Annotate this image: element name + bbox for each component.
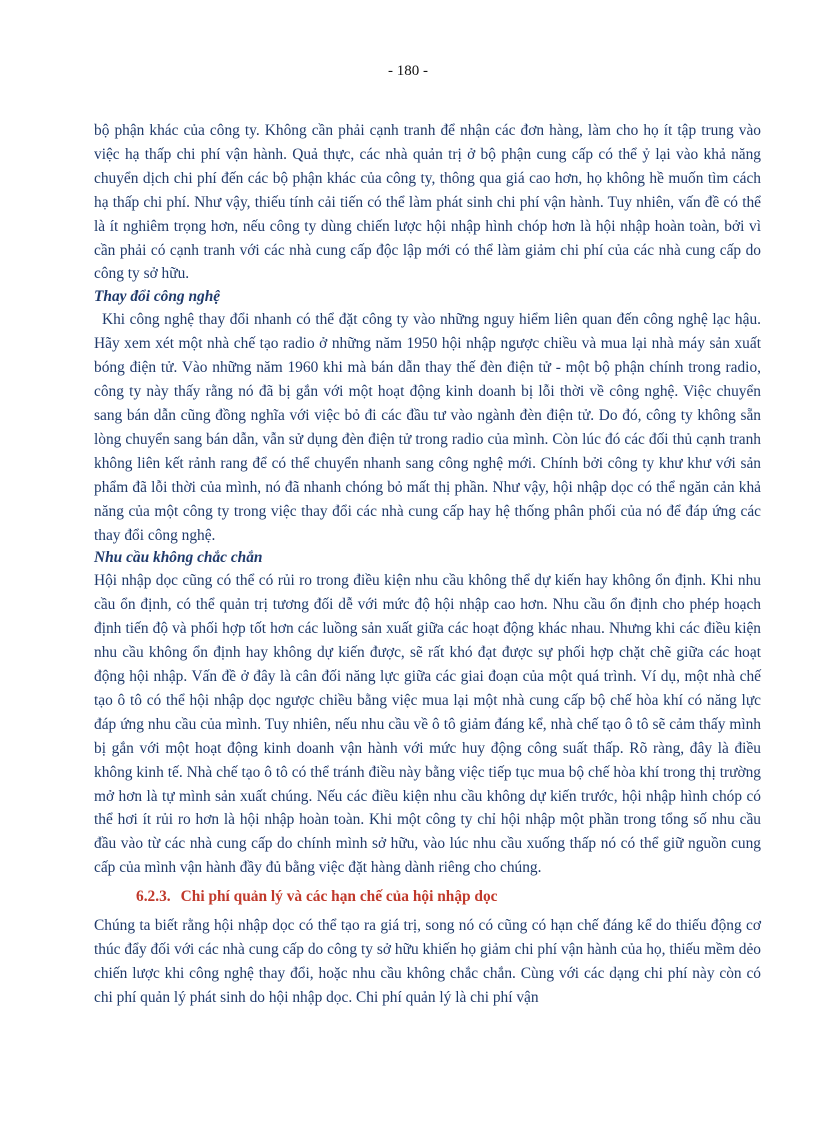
page-content [94,119,761,1010]
paragraph-intro: bộ phận khác của công ty. Không cần phải cạnh tranh để nhận các đơn hàng, làm cho họ ít tập trung vào việc hạ thấp chi phí vận hành. Quả thực, các nhà quản trị ở bộ phận cung cấp có thể ỷ lại vào khả năng chuyển dịch chi phí đến các bộ phận khác của công ty, thông qua giá cao hơn, họ không hề muốn tìm cách hạ thấp chi phí. Như vậy, thiếu tính cải tiến có thể làm phát sinh chi phí vận hành. Tuy nhiên, vấn đề có thể là ít nghiêm trọng hơn, nếu công ty dùng chiến lược hội nhập hình chóp hơn là hội nhập hoàn toàn, bởi vì cần phải có cạnh tranh với các nhà cung cấp độc lập mới có thể làm giảm chi phí của các nhà cung cấp do công ty sở hữu. [94,122,761,283]
section-heading-technology-change: Thay đổi công nghệ [94,288,221,306]
subsection-heading [94,886,761,908]
page-number: - 180 - [388,63,428,79]
paragraph-technology-change: Khi công nghệ thay đổi nhanh có thể đặt công ty vào những nguy hiểm liên quan đến công nghệ lạc hậu. Hãy xem xét một nhà chế tạo radio ở những năm 1950 hội nhập ngược chiều và mua lại nhà máy sản xuất bóng điện tử. Vào những năm 1960 khi mà bán dẫn thay thế đèn điện tử - một bộ phận chính trong radio, công ty này thấy rằng nó đã bị gắn với một hoạt động kinh doanh bị lỗi thời về công nghệ. Việc chuyển sang bán dẫn cũng đồng nghĩa với việc bỏ đi các đầu tư vào ngành đèn điện tử. Do đó, công ty không sẵn lòng chuyển sang bán dẫn, vẫn sử dụng đèn điện tử trong radio của mình. Còn lúc đó các đối thủ cạnh tranh không liên kết rảnh rang để có thể chuyển nhanh sang công nghệ mới. Chính bởi công ty khư khư với sản phẩm đã lỗi thời của mình, nó đã nhanh chóng bỏ mất thị phần. Như vậy, hội nhập dọc có thể ngăn cản khả năng của một công ty trong việc thay đổi các nhà cung cấp hay hệ thống phân phối của nó để đáp ứng các thay đổi công nghệ. [94,311,761,544]
subsection-number: 6.2.3. [136,888,171,906]
paragraph-management-costs: Chúng ta biết rằng hội nhập dọc có thể tạo ra giá trị, song nó có cũng có hạn chế đáng kể do thiếu động cơ thúc đẩy đối với các nhà cung cấp do công ty sở hữu khiến họ giảm chi phí vận hành của họ, thiếu mềm dẻo chiến lược khi công nghệ thay đổi, hoặc nhu cầu không chắc chắn. Cùng với các dạng chi phí này còn có chi phí quản lý phát sinh do hội nhập dọc. Chi phí quản lý là chi phí vận [94,917,761,1006]
section-heading-demand-uncertainty: Nhu cầu không chắc chắn [94,549,263,567]
paragraph-demand-uncertainty: Hội nhập dọc cũng có thể có rủi ro trong điều kiện nhu cầu không thể dự kiến hay không ổn định. Khi nhu cầu ổn định, có thể quản trị tương đối dễ với mức độ hội nhập cao hơn. Nhu cầu ổn định cho phép hoạch định tiến độ và phối hợp tốt hơn các luồng sản xuất giữa các hoạt động khác nhau. Nhưng khi các điều kiện nhu cầu không ổn định hay không dự kiến được, sẽ rất khó đạt được sự phối hợp chặt chẽ giữa các hoạt động hội nhập. Vấn đề ở đây là cân đối năng lực giữa các giai đoạn của một quá trình. Ví dụ, một nhà chế tạo ô tô có thể hội nhập dọc ngược chiều bằng việc mua lại một nhà cung cấp bộ chế hòa khí có năng lực đáp ứng nhu cầu của mình. Tuy nhiên, nếu nhu cầu về ô tô giảm đáng kể, nhà chế tạo ô tô sẽ cảm thấy mình bị gắn với một hoạt động kinh doanh vận hành với mức huy động công suất thấp. Rõ ràng, đây là điều không kinh tế. Nhà chế tạo ô tô có thể tránh điều này bằng việc tiếp tục mua bộ chế hòa khí trong thị trường mở hơn là tự mình sản xuất chúng. Nếu các điều kiện nhu cầu không dự kiến trước, hội nhập hình chóp có thể hơi ít rủi ro hơn là hội nhập hoàn toàn. Khi một công ty chỉ hội nhập một phần trong tổng số nhu cầu đầu vào từ các nhà cung cấp do chính mình sở hữu, vào lúc nhu cầu xuống thấp nó có thể giữ nguồn cung cấp của mình vận hành đầy đủ bằng việc đặt hàng dành riêng cho chúng. [94,572,761,877]
subsection-title: Chi phí quản lý và các hạn chế của hội nhập dọc [180,888,498,906]
